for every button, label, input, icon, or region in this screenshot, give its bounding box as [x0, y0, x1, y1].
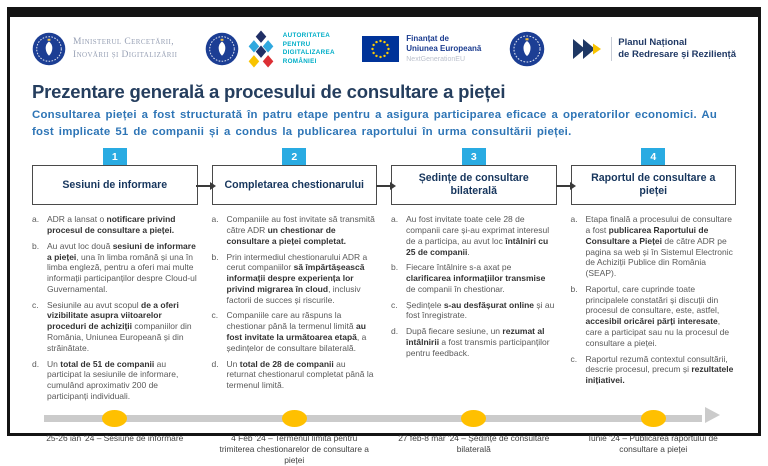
- timeline-label: 4 Feb '24 – Termenul limită pentru trimiterea chestionarelor de consultare a pieței: [212, 433, 378, 466]
- timeline-dot-icon: [641, 410, 666, 427]
- timeline-milestone: [212, 410, 378, 466]
- ministry-name: [73, 36, 177, 62]
- stage-item-list: [571, 214, 737, 386]
- list-item-letter: b.: [391, 262, 404, 294]
- list-item-letter: d.: [212, 359, 225, 391]
- government-seal-icon: [205, 32, 239, 66]
- pnrr-arrows-icon: [572, 36, 604, 62]
- timeline: [32, 410, 736, 466]
- stage-list-item: [32, 300, 198, 354]
- stage-list-item: [32, 359, 198, 402]
- stage-list-item: [212, 252, 378, 306]
- stage-item-list: [212, 214, 378, 391]
- stage-list-item: [571, 354, 737, 386]
- stage-title-box: Completarea chestionarului: [212, 165, 378, 205]
- pnrr-logo: [572, 36, 736, 62]
- flow-arrow-icon: [376, 185, 391, 187]
- process-stages: [32, 148, 736, 402]
- stage-column-2: [212, 148, 378, 402]
- list-item-letter: c.: [391, 300, 404, 322]
- flow-arrow-icon: [556, 185, 571, 187]
- stage-list-item: [32, 214, 198, 236]
- eu-funding-text: [406, 34, 481, 64]
- stage-title-box: Sesiuni de informare: [32, 165, 198, 205]
- list-item-text: Prin intermediul chestionarului ADR a cerut companiilor să împărtășească informații despre experiența lor privind migrarea în cloud, inclusiv factorii de succes și riscurile.: [227, 252, 378, 306]
- stage-list-item: [391, 262, 557, 294]
- pnrr-line1: Planul Național: [618, 37, 736, 49]
- list-item-text: Au fost invitate toate cele 28 de companii care și-au exprimat interesul de a participa, au avut loc întâlniri cu 25 de companii.: [406, 214, 557, 257]
- list-item-text: Un total de 28 de companii au returnat chestionarul completat până la termenul limită.: [227, 359, 378, 391]
- adr-line1: AUTORITATEA: [283, 32, 335, 41]
- timeline-dot-icon: [461, 410, 486, 427]
- timeline-milestones: [32, 410, 736, 466]
- adr-name: [283, 32, 335, 66]
- stage-column-1: [32, 148, 198, 402]
- list-item-letter: c.: [571, 354, 584, 386]
- timeline-milestone: [571, 410, 737, 466]
- list-item-letter: d.: [391, 326, 404, 358]
- list-item-text: Companiile care au răspuns la chestionar până la termenul limită au fost invitate la următoarea etapă, a ședințelor de consultare bilaterală.: [227, 310, 378, 353]
- stage-list-item: [571, 214, 737, 279]
- list-item-letter: d.: [32, 359, 45, 402]
- stage-title-box: Raportul de consultare a pieței: [571, 165, 737, 205]
- slide-frame: [7, 7, 761, 436]
- timeline-label: 27 feb-8 mar '24 – Ședințe de consultare bilaterală: [391, 433, 557, 455]
- government-seal-icon: [32, 32, 66, 66]
- list-item-letter: b.: [571, 284, 584, 349]
- ministry-line1: Ministerul Cercetării,: [73, 36, 177, 49]
- ministry-logo: [32, 32, 177, 66]
- timeline-label: 25-26 ian '24 – Sesiune de informare: [43, 433, 186, 444]
- list-item-text: Companiile au fost invitate să transmită către ADR un chestionar de consultare a pieței completat.: [227, 214, 378, 246]
- list-item-letter: b.: [212, 252, 225, 306]
- list-item-text: Sesiunile au avut scopul de a oferi vizibilitate asupra viitoarelor proceduri de achiziții companiilor din România, Uniunea Europeană și din străinătate.: [47, 300, 198, 354]
- list-item-text: Raportul, care cuprinde toate principalele constatări și discuții din procesul de consultare, este, astfel, accesibil oricărei părți interesate, care a participat sau nu la procesul de consultare a pieței.: [586, 284, 737, 349]
- list-item-text: Un total de 51 de companii au participat la sesiunile de informare, cumulând aproximativ 200 de participanți individuali.: [47, 359, 198, 402]
- stage-list-item: [32, 241, 198, 295]
- stage-list-item: [212, 214, 378, 246]
- list-item-letter: b.: [32, 241, 45, 295]
- stage-number-badge: 1: [103, 148, 127, 165]
- stage-list-item: [212, 310, 378, 353]
- list-item-letter: c.: [32, 300, 45, 354]
- stage-number-badge: 2: [282, 148, 306, 165]
- adr-line4: ROMÂNIEI: [283, 58, 335, 67]
- eu-line3: NextGenerationEU: [406, 55, 481, 64]
- page-title: Prezentare generală a procesului de consultare a pieței: [32, 81, 736, 103]
- timeline-dot-icon: [282, 410, 307, 427]
- ministry-line2: Inovării și Digitalizării: [73, 49, 177, 62]
- adr-line2: PENTRU: [283, 41, 335, 50]
- page-subtitle: Consultarea pieței a fost structurată în patru etape pentru a asigura participarea eficace a operatorilor economici. Au fost implicate 51 de companii și a condus la publicarea raportului în urma consultării pieței.: [32, 107, 736, 141]
- list-item-letter: a.: [32, 214, 45, 236]
- flow-arrow-icon: [196, 185, 211, 187]
- eu-line2: Uniunea Europeană: [406, 44, 481, 54]
- stage-column-3: [391, 148, 557, 402]
- pnrr-name: [611, 37, 736, 61]
- adr-line3: DIGITALIZAREA: [283, 49, 335, 58]
- stage-column-4: [571, 148, 737, 402]
- eu-line1: Finanțat de: [406, 34, 481, 44]
- list-item-text: Au avut loc două sesiuni de informare a pieței, una în limba română și una în limba engleză, pentru a oferi mai multe informații participanților despre Cloud-ul Guvernamental.: [47, 241, 198, 295]
- pnrr-line2: de Redresare și Reziliență: [618, 49, 736, 61]
- eu-funding-logo: [362, 34, 481, 64]
- government-seal-icon: [509, 31, 545, 67]
- list-item-text: Fiecare întâlnire s-a axat pe clarificarea informațiilor transmise de companii în chestionar.: [406, 262, 557, 294]
- timeline-dot-icon: [102, 410, 127, 427]
- list-item-text: ADR a lansat o notificare privind procesul de consultare a pieței.: [47, 214, 198, 236]
- logo-header: [32, 26, 736, 72]
- eu-flag-icon: [362, 36, 399, 62]
- list-item-letter: a.: [212, 214, 225, 246]
- stage-title-box: Ședințe de consultare bilaterală: [391, 165, 557, 205]
- stage-number-badge: 4: [641, 148, 665, 165]
- government-logo: [509, 31, 545, 67]
- stage-item-list: [32, 214, 198, 402]
- timeline-milestone: [32, 410, 198, 466]
- list-item-text: Raportul rezumă contextul consultării, descrie procesul, precum și rezultatele inițiativei.: [586, 354, 737, 386]
- list-item-text: Etapa finală a procesului de consultare a fost publicarea Raportului de Consultare a Pieței de către ADR pe pagina sa web și în Sistemul Electronic de Achiziții Publice din România (SEAP).: [586, 214, 737, 279]
- list-item-letter: c.: [212, 310, 225, 353]
- list-item-letter: a.: [571, 214, 584, 279]
- list-item-letter: a.: [391, 214, 404, 257]
- adr-diamonds-icon: [246, 29, 276, 69]
- list-item-text: Ședințele s-au desfășurat online și au fost înregistrate.: [406, 300, 557, 322]
- timeline-milestone: [391, 410, 557, 466]
- stage-list-item: [571, 284, 737, 349]
- timeline-label: Iunie '24 – Publicarea raportului de consultare a pieței: [571, 433, 737, 455]
- list-item-text: După fiecare sesiune, un rezumat al întâlnirii a fost transmis participanților pentru feedback.: [406, 326, 557, 358]
- stage-number-badge: 3: [462, 148, 486, 165]
- stage-list-item: [212, 359, 378, 391]
- stage-list-item: [391, 214, 557, 257]
- stage-list-item: [391, 326, 557, 358]
- stage-list-item: [391, 300, 557, 322]
- stage-item-list: [391, 214, 557, 358]
- adr-logo: [205, 29, 335, 69]
